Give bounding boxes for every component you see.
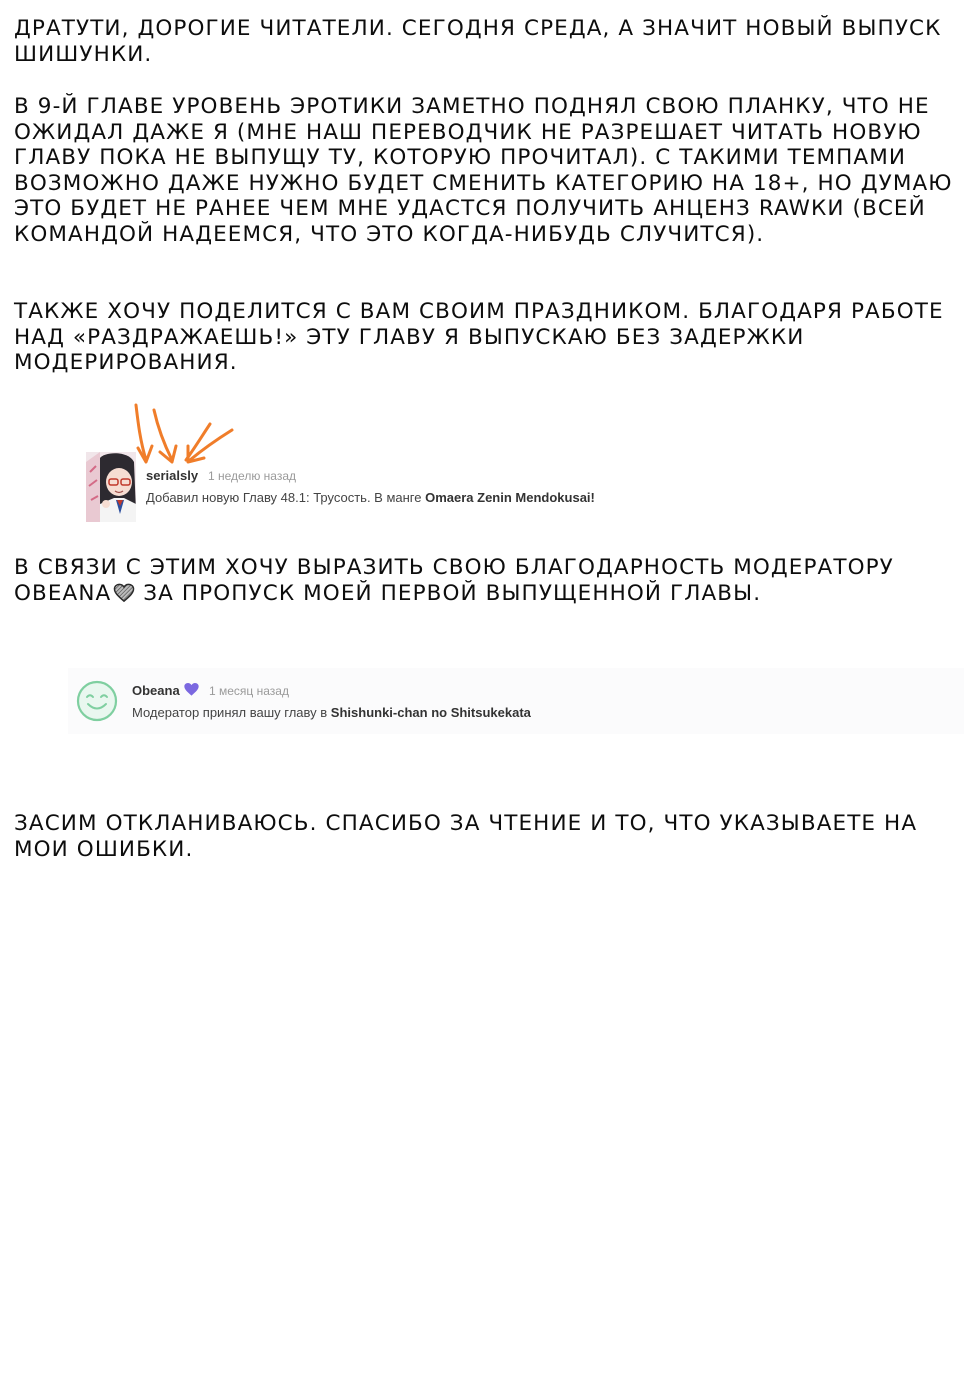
notification-time: 1 неделю назад (208, 469, 297, 483)
smiley-face-icon[interactable] (76, 680, 118, 722)
closing-paragraph: ЗАСИМ ОТКЛАНИВАЮСЬ. СПАСИБО ЗА ЧТЕНИЕ И ТО, ЧТО УКАЗЫВАЕТЕ НА МОИ ОШИБКИ. (14, 811, 918, 862)
gratitude-text-end: ЗА ПРОПУСК МОЕЙ ПЕРВОЙ ВЫПУЩЕННОЙ ГЛАВЫ. (135, 580, 762, 606)
notification-author[interactable]: Obeana (132, 683, 180, 698)
notification-message-text: Добавил новую Главу 48.1: Трусость. В манге (146, 490, 426, 505)
manga-title-link[interactable]: Omaera Zenin Mendokusai! (425, 490, 595, 505)
gratitude-text-start: В СВЯЗИ С ЭТИМ ХОЧУ ВЫРАЗИТЬ СВОЮ БЛАГОДАРНОСТЬ МОДЕРАТОРУ OBEANA (14, 555, 894, 606)
notification-message (146, 490, 595, 505)
notification-author[interactable]: serialsly (146, 468, 199, 483)
notification-time: 1 месяц назад (209, 684, 289, 698)
celebration-paragraph: ТАКЖЕ ХОЧУ ПОДЕЛИТСЯ С ВАМ СВОИМ ПРАЗДНИКОМ. БЛАГОДАРЯ РАБОТЕ НАД «РАЗДРАЖАЕШЬ!» ЭТУ ГЛАВУ Я ВЫПУСКАЮ БЕЗ ЗАДЕРЖКИ МОДЕРИРОВАНИЯ. (14, 299, 944, 376)
manga-title-link[interactable]: Shishunki-chan no Shitsukekata (330, 705, 531, 720)
notification-message (132, 705, 531, 720)
intro-paragraph: ДРАТУТИ, ДОРОГИЕ ЧИТАТЕЛИ. СЕГОДНЯ СРЕДА, А ЗНАЧИТ НОВЫЙ ВЫПУСК ШИШУНКИ. (14, 16, 942, 67)
heart-icon (113, 583, 135, 603)
purple-heart-icon (183, 682, 200, 697)
anime-girl-avatar[interactable] (86, 452, 136, 522)
chapter-added-notification[interactable] (86, 452, 726, 524)
moderation-notification[interactable] (68, 668, 964, 734)
notification-message-text: Модератор принял вашу главу в (132, 705, 331, 720)
gratitude-paragraph (14, 555, 964, 606)
chapter-note-paragraph: В 9-Й ГЛАВЕ УРОВЕНЬ ЭРОТИКИ ЗАМЕТНО ПОДНЯЛ СВОЮ ПЛАНКУ, ЧТО НЕ ОЖИДАЛ ДАЖЕ Я (МНЕ НАШ ПЕРЕВОДЧИК НЕ РАЗРЕШАЕТ ЧИТАТЬ НОВУЮ ГЛАВУ ПОКА НЕ ВЫПУЩУ ТУ, КОТОРУЮ ПРОЧИТАЛ). С ТАКИМИ ТЕМПАМИ ВОЗМОЖНО ДАЖЕ НУЖНО БУДЕТ СМЕНИТЬ КАТЕГОРИЮ НА 18+, НО ДУМАЮ ЭТО БУДЕТ НЕ РАНЕЕ ЧЕМ МНЕ УДАСТСЯ ПОЛУЧИТЬ АНЦЕНЗ RAWКИ (ВСЕЙ КОМАНДОЙ НАДЕЕМСЯ, ЧТО ЭТО КОГДА-НИБУДЬ СЛУЧИТСЯ). (14, 94, 953, 247)
